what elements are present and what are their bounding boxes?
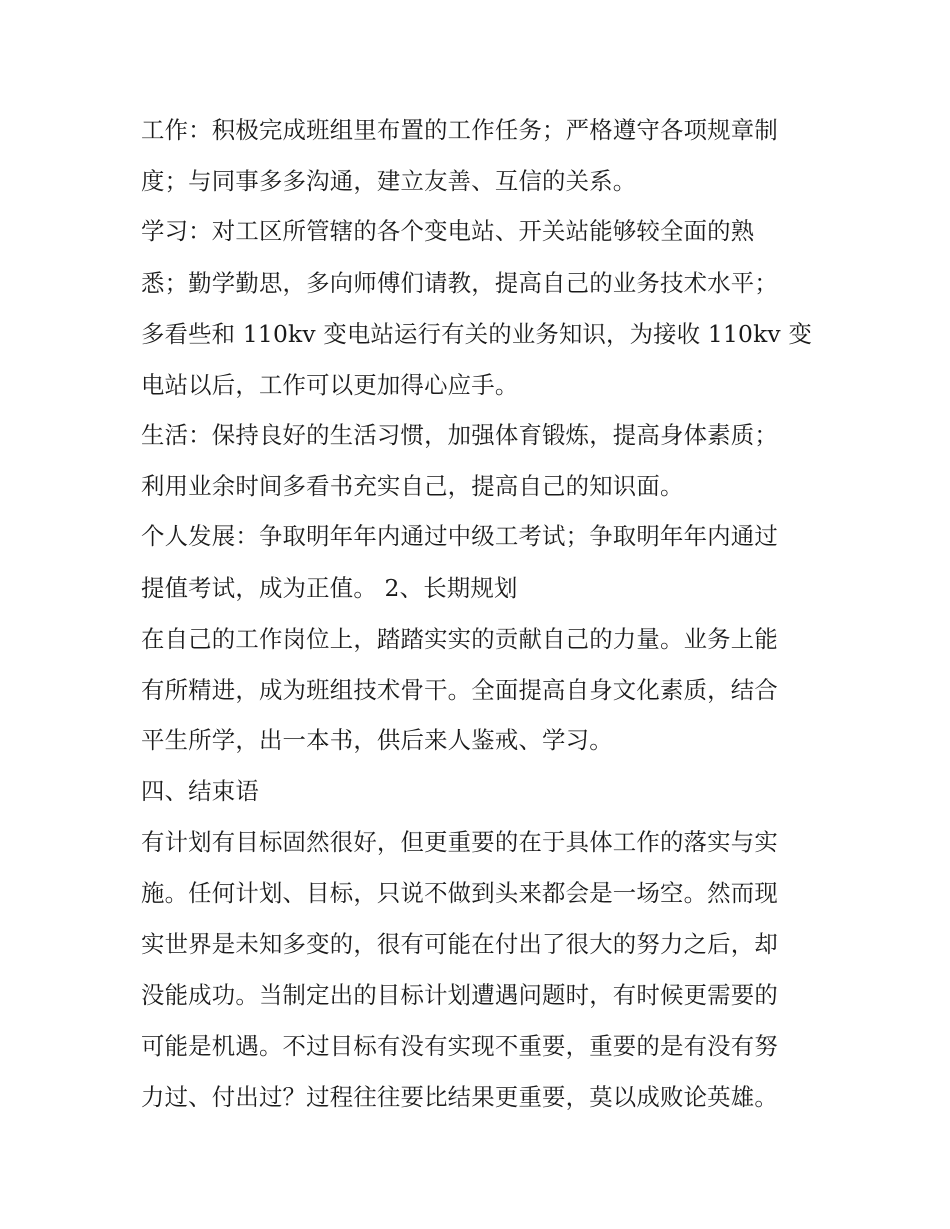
- text-line: 利用业余时间多看书充实自己，提高自己的知识面。: [141, 472, 684, 500]
- text-line: 有计划有目标固然很好，但更重要的在于具体工作的落实与实: [141, 828, 778, 856]
- text-line: 在自己的工作岗位上，踏踏实实的贡献自己的力量。业务上能: [141, 625, 778, 653]
- text-line: 多看些和 110kv 变电站运行有关的业务知识，为接收 110kv 变: [141, 320, 813, 348]
- text-line: 学习：对工区所管辖的各个变电站、开关站能够较全面的熟: [141, 217, 755, 245]
- text-line: 电站以后，工作可以更加得心应手。: [141, 371, 519, 399]
- text-line: 没能成功。当制定出的目标计划遭遇问题时，有时候更需要的: [141, 981, 778, 1009]
- text-line: 力过、付出过？过程往往要比结果更重要，莫以成败论英雄。: [141, 1083, 778, 1111]
- text-line: 工作：积极完成班组里布置的工作任务；严格遵守各项规章制: [141, 116, 778, 144]
- section-heading: 四、结束语: [141, 777, 259, 805]
- text-line: 可能是机遇。不过目标有没有实现不重要，重要的是有没有努: [141, 1032, 778, 1060]
- text-line: 实世界是未知多变的，很有可能在付出了很大的努力之后，却: [141, 930, 778, 958]
- text-line: 悉；勤学勤思，多向师傅们请教，提高自己的业务技术水平；: [141, 269, 778, 297]
- text-line: 施。任何计划、目标，只说不做到头来都会是一场空。然而现: [141, 879, 778, 907]
- text-line: 个人发展：争取明年年内通过中级工考试；争取明年年内通过: [141, 522, 778, 550]
- text-line: 平生所学，出一本书，供后来人鉴戒、学习。: [141, 726, 613, 754]
- text-line: 度；与同事多多沟通，建立友善、互信的关系。: [141, 167, 637, 195]
- text-line: 提值考试，成为正值。 2、长期规划: [141, 574, 518, 602]
- text-line: 有所精进，成为班组技术骨干。全面提高自身文化素质，结合: [141, 676, 778, 704]
- text-line: 生活：保持良好的生活习惯，加强体育锻炼，提高身体素质；: [141, 421, 778, 449]
